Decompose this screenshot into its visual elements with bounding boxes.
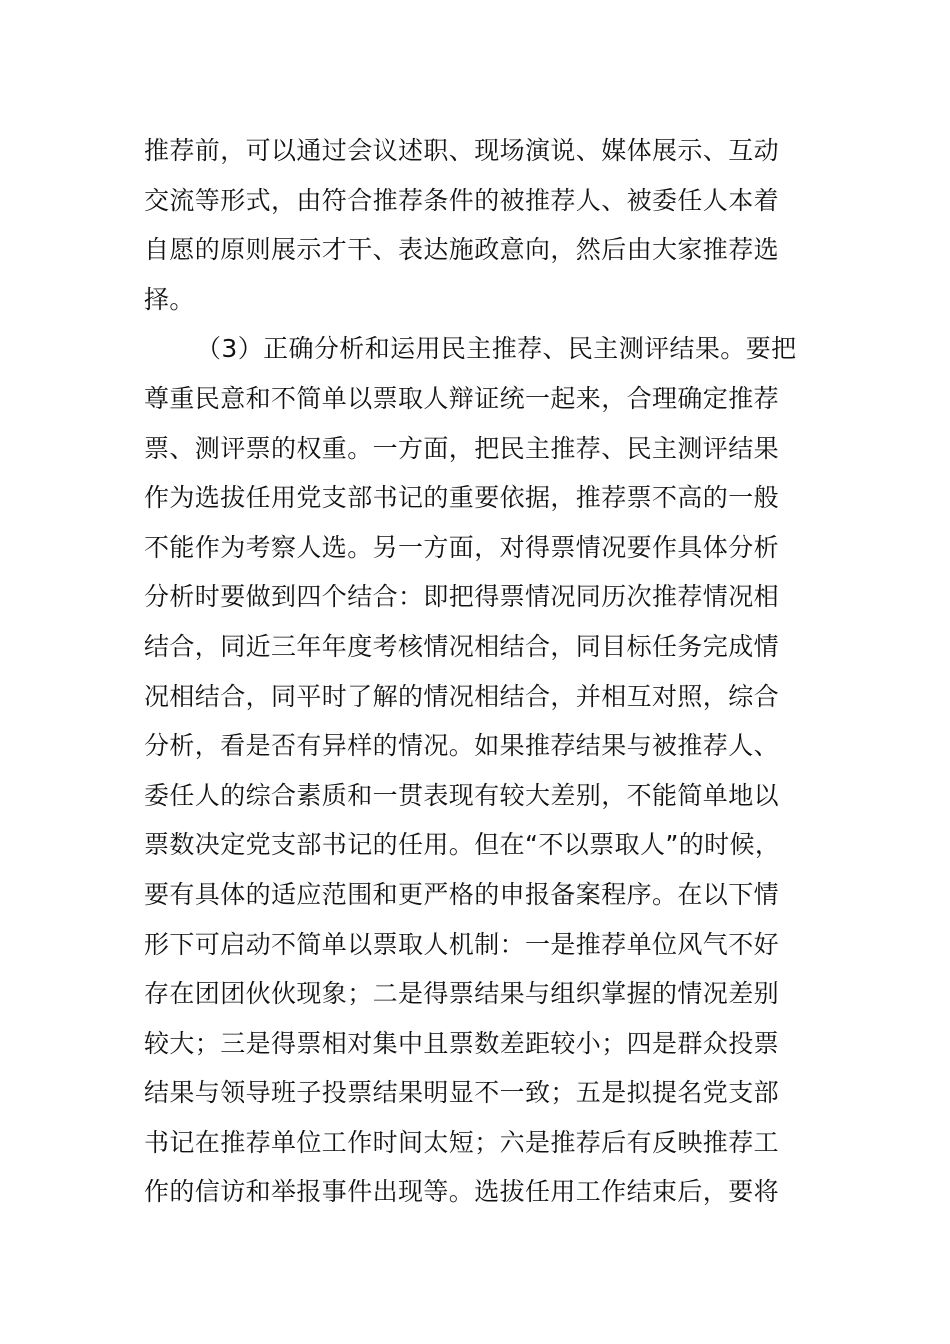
text-line: 书记在推荐单位工作时间太短；六是推荐后有反映推荐工	[144, 1127, 780, 1157]
text-line: 况相结合，同平时了解的情况相结合，并相互对照，综合	[144, 681, 780, 711]
text-line: 票、测评票的权重。一方面，把民主推荐、民主测评结果	[144, 433, 780, 463]
text-line: 较大；三是得票相对集中且票数差距较小；四是群众投票	[144, 1028, 780, 1058]
text-line: 要有具体的适应范围和更严格的申报备案程序。在以下情	[144, 879, 780, 909]
text-line: 票数决定党支部书记的任用。但在“不以票取人”的时候，	[144, 830, 781, 860]
text-line: 作为选拔任用党支部书记的重要依据，推荐票不高的一般	[144, 483, 780, 513]
text-line: 存在团团伙伙现象；二是得票结果与组织掌握的情况差别	[144, 979, 780, 1009]
text-line: 交流等形式，由符合推荐条件的被推荐人、被委任人本着	[144, 185, 780, 215]
text-line: 尊重民意和不简单以票取人辩证统一起来，合理确定推荐	[144, 383, 780, 413]
section-3-heading-line: （3）正确分析和运用民主推荐、民主测评结果。要把	[196, 334, 797, 364]
text-line: 分析时要做到四个结合：即把得票情况同历次推荐情况相	[144, 582, 780, 612]
text-line: 择。	[144, 284, 195, 314]
text-line: 结果与领导班子投票结果明显不一致；五是拟提名党支部	[144, 1078, 780, 1108]
text-line: 形下可启动不简单以票取人机制：一是推荐单位风气不好	[144, 929, 780, 959]
text-line: 作的信访和举报事件出现等。选拔任用工作结束后，要将	[144, 1177, 780, 1207]
text-line: 分析，看是否有异样的情况。如果推荐结果与被推荐人、	[144, 731, 780, 761]
body-text	[144, 126, 814, 1217]
text-line: 委任人的综合素质和一贯表现有较大差别，不能简单地以	[144, 780, 780, 810]
text-line: 推荐前，可以通过会议述职、现场演说、媒体展示、互动	[144, 136, 780, 165]
text-line: 结合，同近三年年度考核情况相结合，同目标任务完成情	[144, 631, 780, 661]
text-line: 不能作为考察人选。另一方面，对得票情况要作具体分析	[144, 532, 780, 562]
text-line: 自愿的原则展示才干、表达施政意向，然后由大家推荐选	[144, 235, 780, 265]
